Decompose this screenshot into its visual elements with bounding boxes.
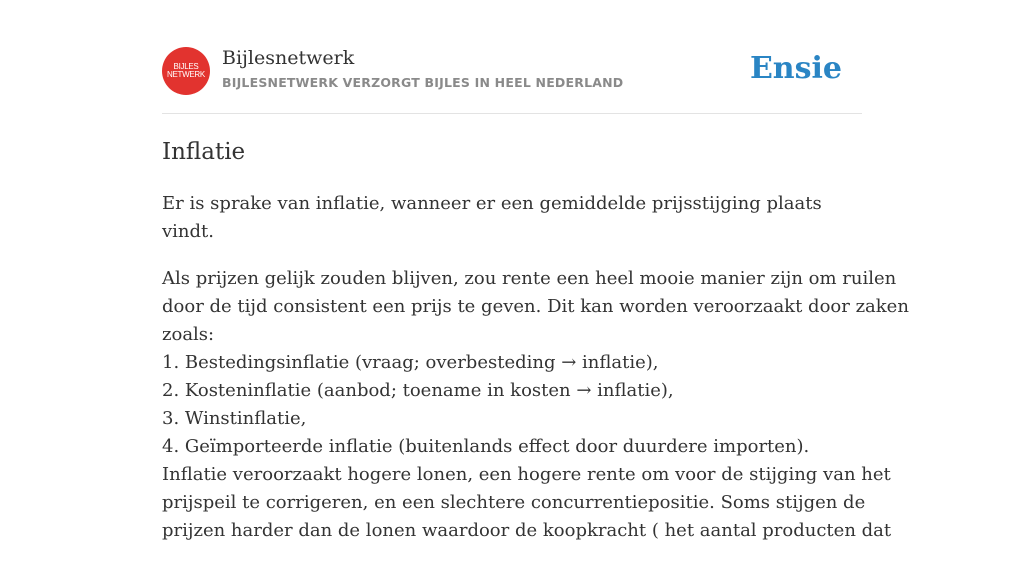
paragraph-line: Als prijzen gelijk zouden blijven, zou rente een heel mooie manier zijn om ruilen — [162, 268, 897, 289]
paragraph-line: prijspeil te corrigeren, en een slechtere concurrentiepositie. Soms stijgen de — [162, 492, 866, 513]
list-item-2: 2. Kosteninflatie (aanbod; toename in kosten → inflatie), — [162, 380, 674, 401]
header-divider — [162, 113, 862, 114]
paragraph-line: zoals: — [162, 324, 215, 345]
logo-text-line2: NETWERK — [167, 70, 205, 79]
list-item-3: 3. Winstinflatie, — [162, 408, 307, 429]
site-name-link[interactable]: Bijlesnetwerk — [222, 47, 355, 69]
bijlesnetwerk-logo[interactable] — [162, 47, 210, 95]
list-item-4: 4. Geïmporteerde inflatie (buitenlands effect door duurdere importen). — [162, 436, 810, 457]
article-paragraph — [162, 265, 909, 545]
article-title: Inflatie — [162, 139, 246, 165]
paragraph-line: prijzen harder dan de lonen waardoor de koopkracht ( het aantal producten dat — [162, 520, 892, 541]
list-item-1: 1. Bestedingsinflatie (vraag; overbesteding → inflatie), — [162, 352, 659, 373]
paragraph-line: Inflatie veroorzaakt hogere lonen, een hogere rente om voor de stijging van het — [162, 464, 891, 485]
paragraph-line: door de tijd consistent een prijs te geven. Dit kan worden veroorzaakt door zaken — [162, 296, 909, 317]
article-intro: Er is sprake van inflatie, wanneer er een gemiddelde prijsstijging plaats vindt. — [162, 193, 822, 242]
article-body — [162, 190, 909, 564]
site-tagline: BIJLESNETWERK VERZORGT BIJLES IN HEEL NEDERLAND — [222, 75, 624, 90]
site-header — [162, 47, 862, 95]
logo-text-line1: BIJLES — [173, 62, 199, 71]
ensie-brand-logo[interactable]: Ensie — [749, 51, 842, 86]
